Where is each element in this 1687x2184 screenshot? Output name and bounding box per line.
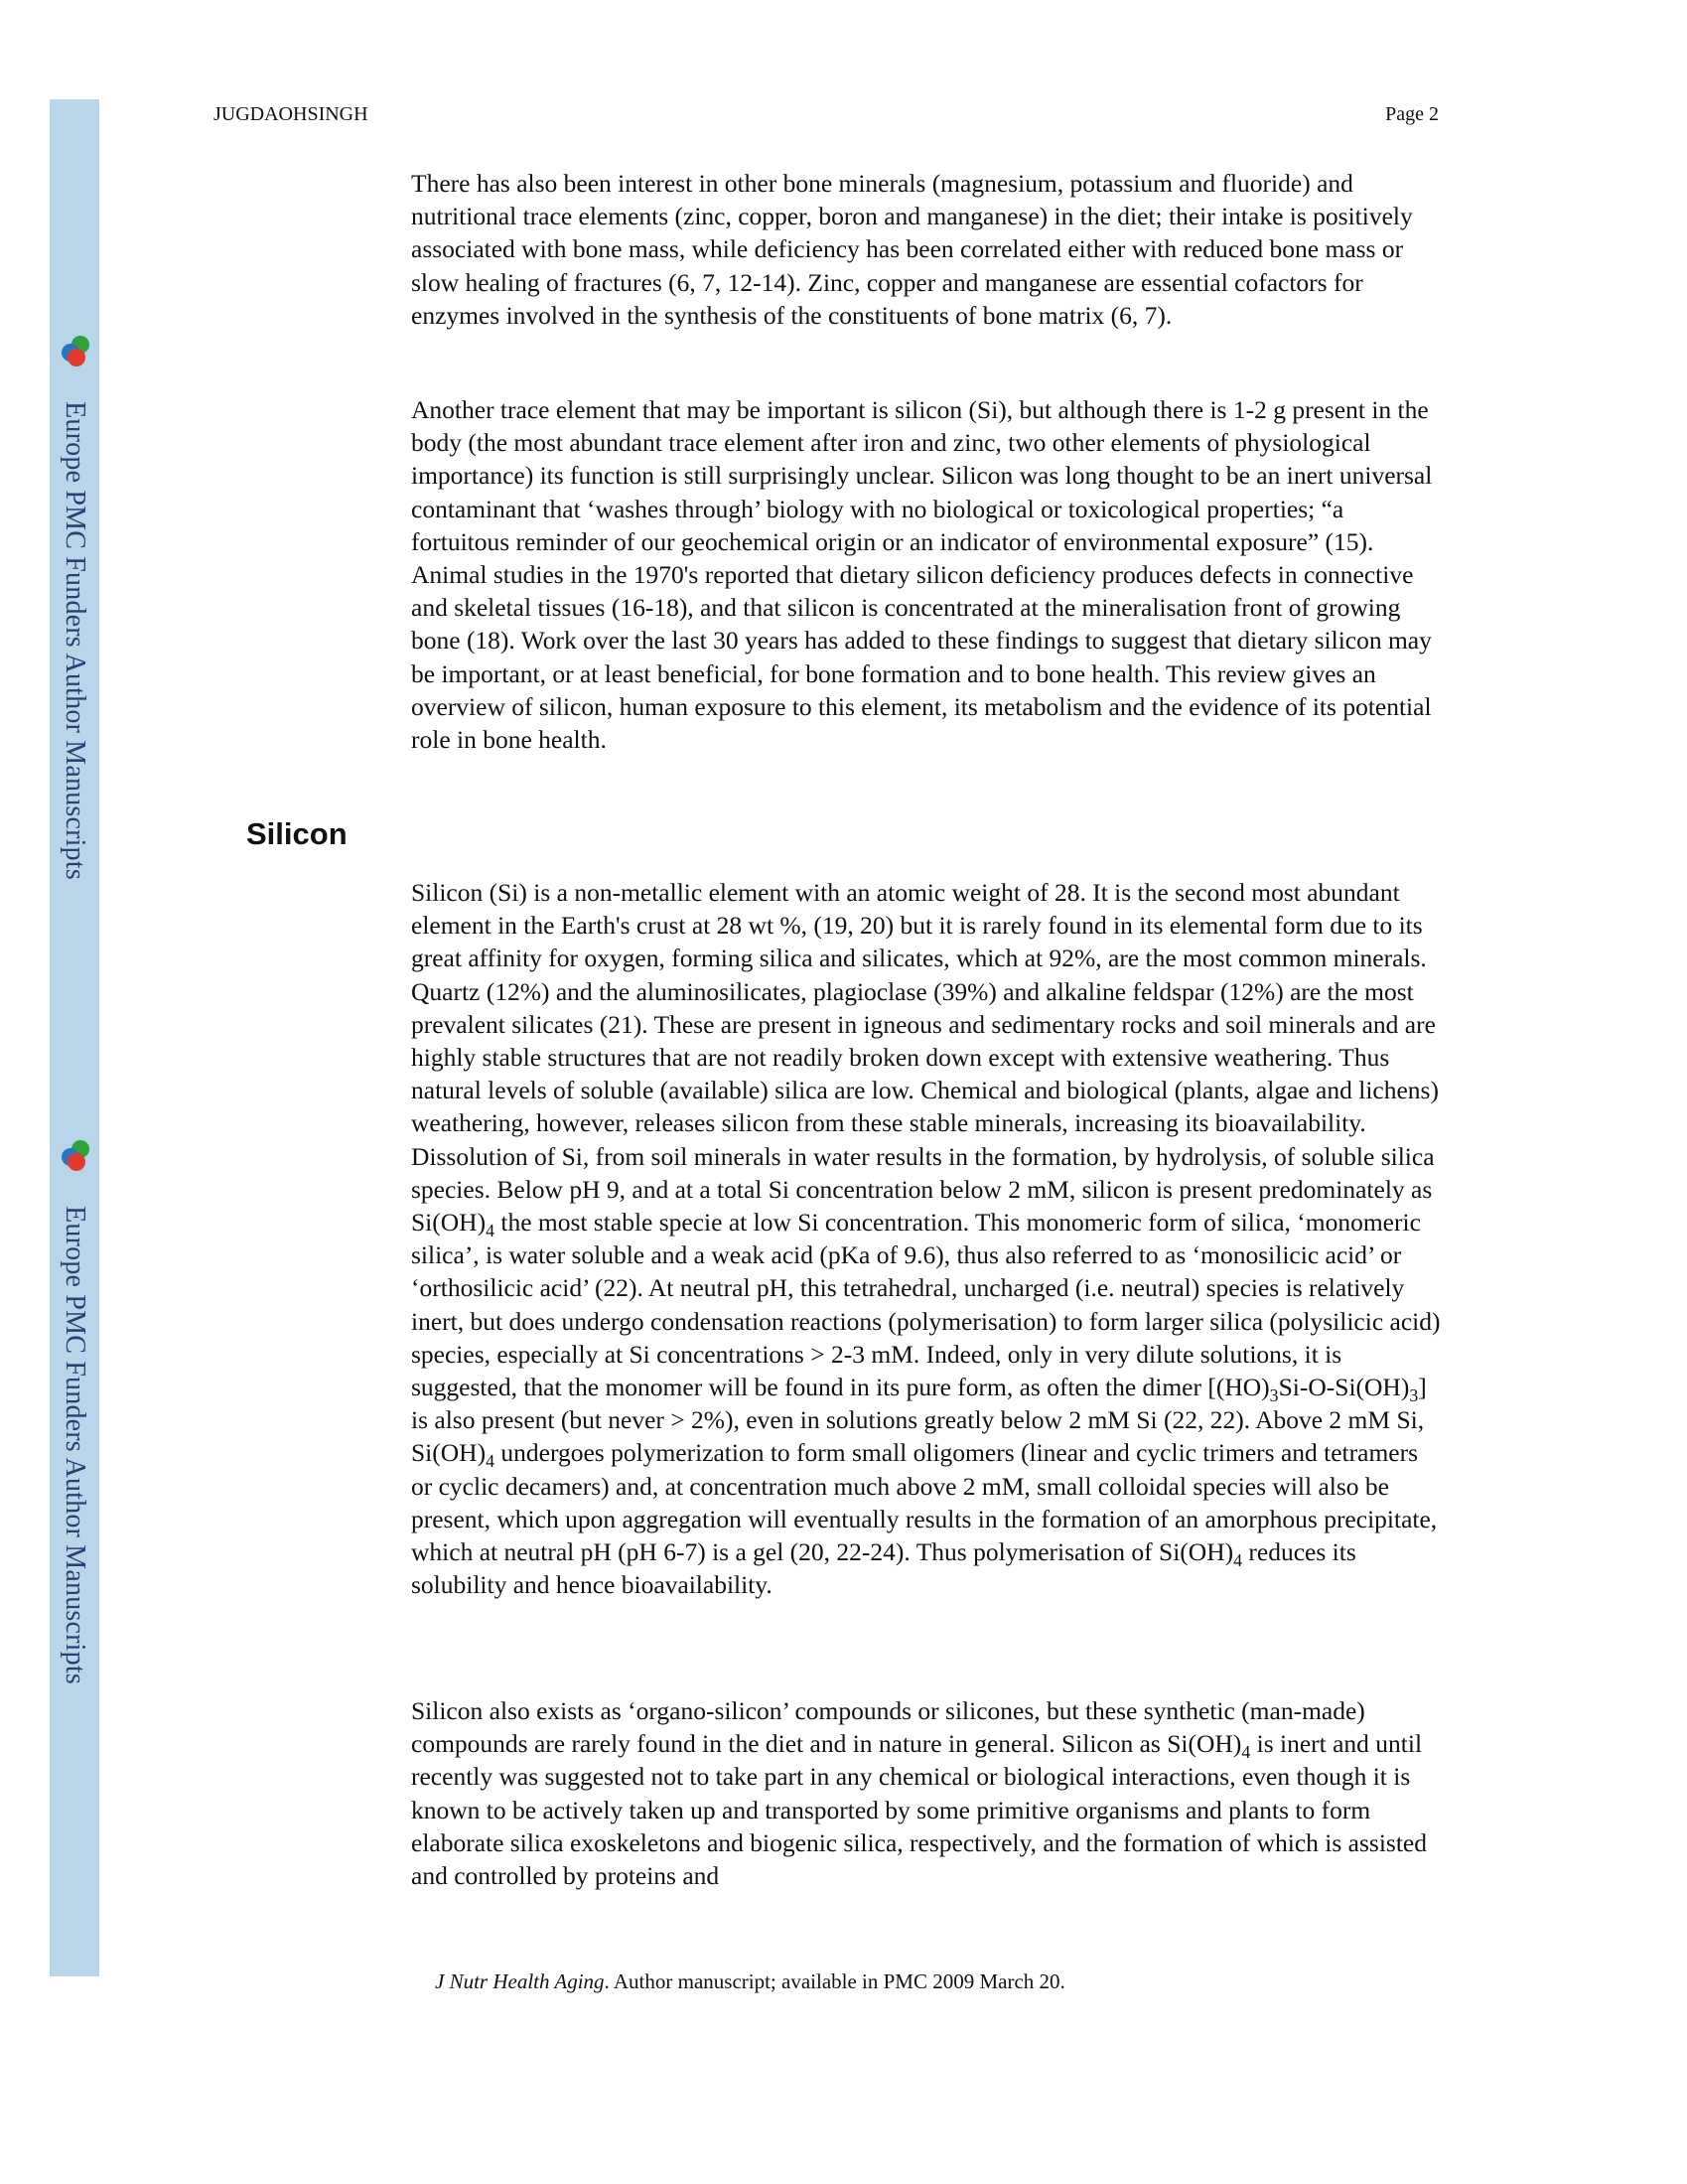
- footer-note: . Author manuscript; available in PMC 2009 March 20.: [604, 1969, 1065, 1993]
- running-head: JUGDAOHSINGH: [213, 103, 368, 125]
- paragraph-silicon-intro: Another trace element that may be important is silicon (Si), but although there is 1-2 g present in the body (the most abundant trace element after iron and zinc, two other elements of physiological importance) its function is still surprisingly unclear. Silicon was long thought to be an inert universal contaminant that ‘washes through’ biology with no biological or toxicological properties; “a fortuitous reminder of our geochemical origin or an indicator of environmental exposure” (15). Animal studies in the 1970's reported that dietary silicon deficiency produces defects in connective and skeletal tissues (16-18), and that silicon is concentrated at the mineralisation front of growing bone (18). Work over the last 30 years has added to these findings to suggest that dietary silicon may be important, or at least beneficial, for bone formation and to bone health. This review gives an overview of silicon, human exposure to this element, its metabolism and the evidence of its potential role in bone health.: [411, 395, 1433, 755]
- footer-citation: [435, 1969, 1065, 1994]
- europe-pmc-sidebar: [50, 99, 99, 1976]
- text-run: undergoes polymerization to form small oligomers (linear and cyclic trimers and tetramers or cyclic decamers) and, at concentration much above 2 mM, small colloidal species will also be present, which upon aggregation will eventually results in the formation of an amorphous precipitate, which at neutral pH (pH 6-7) is a gel (20, 22-24). Thus polymerisation of Si(OH): [411, 1438, 1438, 1567]
- sidebar-label-text: Europe PMC Funders Author Manuscripts: [60, 1206, 91, 1684]
- text-run: reduces its solubility and hence bioavailability.: [411, 1537, 1356, 1600]
- text-run: is inert and until recently was suggested not to take part in any chemical or biological interactions, even though it is known to be actively taken up and transported by some primitive organisms and plants to form elaborate silica exoskeletons and biogenic silica, respectively, and the formation of which is assisted and controlled by proteins and: [411, 1729, 1427, 1891]
- text-run: Silicon (Si) is a non-metallic element with an atomic weight of 28. It is the second most abundant element in the Earth's crust at 28 wt %, (19, 20) but it is rarely found in its elemental form due to its great affinity for oxygen, forming silica and silicates, which at 92%, are the most common minerals. Quartz (12%) and the aluminosilicates, plagioclase (39%) and alkaline feldspar (12%) are the most prevalent silicates (21). These are present in igneous and sedimentary rocks and soil minerals and are highly stable structures that are not readily broken down except with extensive weathering. Thus natural levels of soluble (available) silica are low. Chemical and biological (plants, algae and lichens) weathering, however, releases silicon from these stable minerals, increasing its bioavailability. Dissolution of Si, from soil minerals in water results in the formation, by hydrolysis, of soluble silica species. Below pH 9, and at a total Si concentration below 2 mM, silicon is present predominately as Si(OH): [411, 878, 1439, 1238]
- sidebar-label: [50, 1142, 99, 1748]
- text-run: ] is also present (but never > 2%), even in solutions greatly below 2 mM Si (22, 22). Above 2 mM Si, Si(OH): [411, 1373, 1427, 1468]
- sidebar-label: [50, 338, 99, 944]
- subscript: 4: [1241, 1742, 1251, 1763]
- subscript: 4: [486, 1221, 495, 1241]
- subscript: 4: [486, 1451, 495, 1472]
- paragraph-silicon-chemistry: [411, 876, 1444, 1601]
- page-number: Page 2: [1385, 103, 1439, 125]
- paragraph-organo-silicon: [411, 1694, 1444, 1892]
- footer-journal: J Nutr Health Aging: [435, 1969, 605, 1993]
- text-run: the most stable specie at low Si concentration. This monomeric form of silica, ‘monomeric silica’, is water soluble and a weak acid (pKa of 9.6), thus also referred to as ‘monosilicic acid’ or ‘orthosilicic acid’ (22). At neutral pH, this tetrahedral, uncharged (i.e. neutral) species is relatively inert, but does undergo condensation reactions (polymerisation) to form larger silica (polysilicic acid) species, especially at Si concentrations > 2-3 mM. Indeed, only in very dilute solutions, it is suggested, that the monomer will be found in its pure form, as often the dimer [(HO): [411, 1208, 1441, 1402]
- subscript: 3: [1409, 1385, 1419, 1406]
- subscript: 4: [1233, 1550, 1243, 1571]
- subscript: 3: [1269, 1385, 1279, 1406]
- sidebar-label-text: Europe PMC Funders Author Manuscripts: [60, 401, 91, 880]
- text-run: Silicon also exists as ‘organo-silicon’ compounds or silicones, but these synthetic (man-made) compounds are rarely found in the diet and in nature in general. Silicon as Si(OH): [411, 1696, 1365, 1759]
- text-run: Si-O-Si(OH): [1278, 1373, 1410, 1402]
- section-heading: Silicon: [246, 816, 348, 851]
- paragraph-trace-elements: There has also been interest in other bone minerals (magnesium, potassium and fluoride) and nutritional trace elements (zinc, copper, boron and manganese) in the diet; their intake is positively associated with bone mass, while deficiency has been correlated either with reduced bone mass or slow healing of fractures (6, 7, 12-14). Zinc, copper and manganese are essential cofactors for enzymes involved in the synthesis of the constituents of bone matrix (6, 7).: [411, 169, 1413, 330]
